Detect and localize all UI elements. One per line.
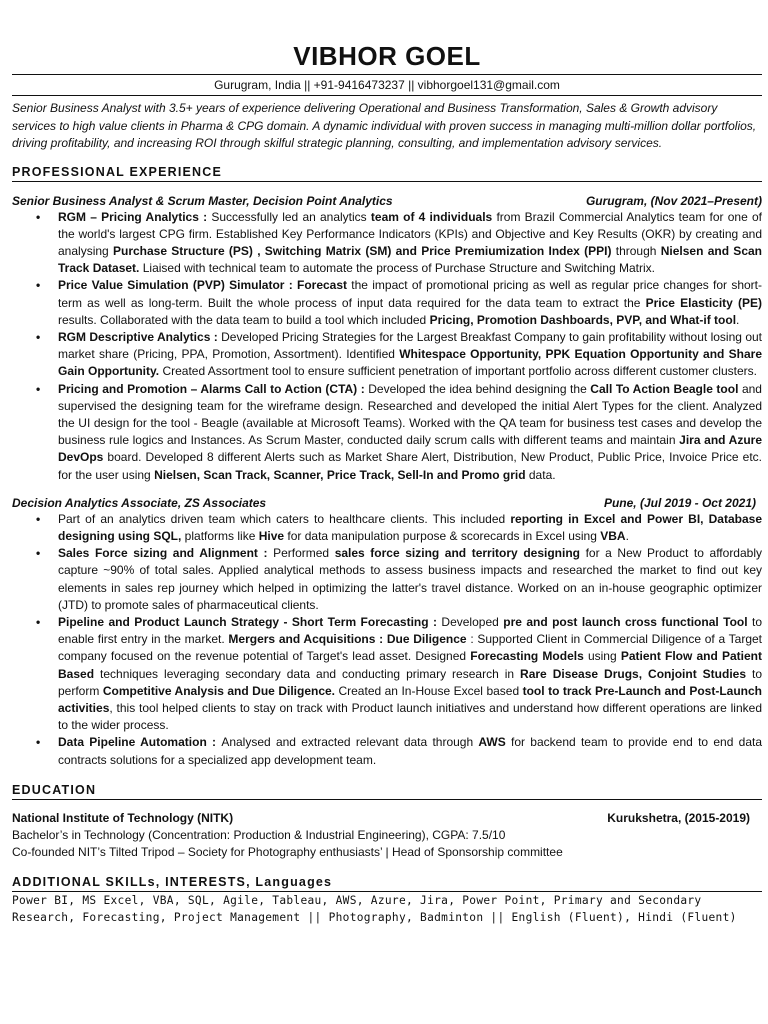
bold-phrase: Competitive Analysis and Due Diligence. (102, 683, 335, 698)
section-heading-additional: ADDITIONAL SKILLs, INTERESTS, Languages (12, 873, 762, 892)
bold-phrase: Nielsen, Scan Track, Scanner, Price Track, Sell-In and Promo grid (154, 467, 526, 482)
candidate-name: VIBHOR GOEL (293, 41, 481, 71)
bold-phrase: Data Pipeline Automation : (58, 735, 222, 750)
bold-phrase: Call To Action Beagle tool (590, 381, 739, 396)
bullet-item: • Part of an analytics driven team which caters to healthcare clients. This included reporting in Excel and Power BI, Database designing using SQL, platforms like Hive for data manipulation purpose & scorecards in Excel using VBA. (58, 511, 762, 545)
bold-phrase: Mergers and Acquisitions : Due Diligence (228, 632, 467, 647)
bold-phrase: Hive (258, 528, 285, 543)
education-header (12, 810, 762, 827)
bold-phrase: Price Value Simulation (PVP) Simulator : Forecast (58, 278, 348, 293)
section-heading-experience: PROFESSIONAL EXPERIENCE (12, 163, 762, 182)
bold-phrase: AWS (478, 735, 506, 750)
bold-phrase: : (360, 381, 369, 396)
bold-phrase: Pricing, Promotion Dashboards, PVP, and What-if tool (429, 312, 737, 327)
bold-phrase: Pipeline and Product Launch Strategy - Short Term Forecasting : (58, 614, 442, 629)
bullet-item: • Data Pipeline Automation : Analysed and extracted relevant data through AWS for backend team to provide end to end data contracts solutions for a specialized app development team. (58, 734, 762, 768)
activity-line: Co-founded NIT’s Tilted Tripod – Society for Photography enthusiasts’ | Head of Sponsorship committee (12, 844, 563, 859)
school-name: National Institute of Technology (NITK) (12, 810, 234, 825)
bold-phrase: Jira and Azure DevOps (58, 433, 763, 465)
bullet-item: • RGM Descriptive Analytics : Developed Pricing Strategies for the Largest Breakfast Company to gain profitability without losing out market share (Pricing, PPA, Promotion, Assortment). Identified Whitespace Opportunity, PPK Equation Opportunity and Share Gain Opportunity. Created Assortment tool to ensure sufficient penetration of important portfolio across different customer clusters. (58, 329, 762, 381)
job-location-dates: Gurugram, (Nov 2021–Present) (585, 193, 762, 208)
job-header (12, 193, 762, 209)
job-location-dates: Pune, (Jul 2019 - Oct 2021) (603, 495, 756, 510)
bold-phrase: RGM – Pricing Analytics : (58, 209, 212, 224)
job-title: Senior Business Analyst & Scrum Master, Decision Point Analytics (12, 193, 393, 208)
bullet-item: • Sales Force sizing and Alignment : Performed sales force sizing and territory designing for a New Product to affordably capture ~90% of total sales. Applied analytical methods to assess business impacts and researched the market to find out key elements in sales rep journey which helped in optimizing the latter's travel distance. Worked on an in-house geographic optimizer (JTD) to promote sales of pharmaceutical clients. (58, 545, 762, 614)
contact-line: Gurugram, India || +91-9416473237 || vibhorgoel131@gmail.com (12, 74, 762, 96)
resume-page (12, 0, 762, 926)
job-title: Decision Analytics Associate, ZS Associates (12, 495, 267, 510)
bold-phrase: VBA (600, 528, 626, 543)
bold-phrase: Rare Disease Drugs, Conjoint Studies (520, 666, 747, 681)
bullet-item: • RGM – Pricing Analytics : Successfully led an analytics team of 4 individuals from Brazil Commercial Analytics team for one of the world's largest CPG firm. Established Key Performance Indicators (KPIs) and Objective and Key Results (OKR) by creating and analysing Purchase Structure (PS) , Switching Matrix (SM) and Price Premiumization Index (PPI) through Nielsen and Scan Track Dataset. Liaised with technical team to automate the process of Purchase Structure and Switching Matrix. (58, 209, 762, 278)
degree-line: Bachelor’s in Technology (Concentration: Production & Industrial Engineering), CGPA: 7.5/10 (12, 827, 506, 842)
bold-phrase: Price Elasticity (PE) (645, 295, 762, 310)
job-bullets (12, 209, 762, 484)
bold-phrase: pre and post launch cross functional Tool (503, 614, 748, 629)
bold-phrase: Patient Flow and Patient Based (58, 649, 763, 681)
bold-phrase: sales force sizing and territory designing (334, 546, 580, 561)
bold-phrase: Whitespace Opportunity, PPK Equation Opportunity and Share Gain Opportunity. (58, 347, 763, 379)
bold-phrase: Pricing and Promotion – Alarms Call to Action (CTA) (58, 381, 361, 396)
bold-phrase: Nielsen and Scan Track Dataset. (58, 243, 762, 276)
bullet-item: • Pricing and Promotion – Alarms Call to Action (CTA) : Developed the idea behind designing the Call To Action Beagle tool and supervised the designing team for the wireframe design. Researched and developed the initial Alert Types for the client. Analyzed the UI design for the tool - Beagle (available at Microsoft Teams). Worked with the QA team for business test cases and develop the business rule logics and Instances. As Scrum Master, conducted daily scrum calls with different teams and maintain Jira and Azure DevOps board. Developed 8 different Alerts such as Market Share Alert, Distribution, New Product, Public Price, Invoice Price etc. for the user using Nielsen, Scan Track, Scanner, Price Track, Sell-In and Promo grid data. (58, 381, 762, 484)
bold-phrase: Sales Force sizing and Alignment : (58, 546, 274, 561)
section-heading-education: EDUCATION (12, 781, 762, 800)
job-entry-decision-point (12, 193, 762, 484)
bold-phrase: tool to track Pre-Launch and Post-Launch activities (58, 683, 762, 715)
job-bullets (12, 511, 762, 769)
summary-paragraph: Senior Business Analyst with 3.5+ years of experience delivering Operational and Business Transformation, Sales & Growth advisory services to high value clients in Pharma & CPG domain. A dynamic individual with proven success in managing multi-million dollar portfolios, driving profitability, and increasing ROI through skilful strategic planning, consulting, and implementation advisory services. (12, 101, 757, 150)
bullet-item: • Price Value Simulation (PVP) Simulator : Forecast the impact of promotional pricing as well as regular price changes for short-term as well as long-term. Built the whole process of input data required for the data team to extract the Price Elasticity (PE) results. Collaborated with the data team to build a tool which included Pricing, Promotion Dashboards, PVP, and What-if tool. (58, 277, 762, 329)
bold-phrase: Purchase Structure (PS) , Switching Matrix (SM) and Price Premiumization Index (PPI) (112, 243, 612, 258)
bold-phrase: team of 4 individuals (370, 209, 493, 224)
skills-line: Power BI, MS Excel, VBA, SQL, Agile, Tableau, AWS, Azure, Jira, Power Point, Primary and Secondary (12, 893, 702, 907)
school-location-dates: Kurukshetra, (2015-2019) (607, 810, 750, 825)
bullet-item: • Pipeline and Product Launch Strategy - Short Term Forecasting : Developed pre and post launch cross functional Tool to enable first entry in the market. Mergers and Acquisitions : Due Diligence : Supported Client in Commercial Diligence of a Target company focused on the revenue potential of Target's lead asset. Designed Forecasting Models using Patient Flow and Patient Based techniques leveraging secondary data and conducting primary research in Rare Disease Drugs, Conjoint Studies to perform Competitive Analysis and Due Diligence. Created an In-House Excel based tool to track Pre-Launch and Post-Launch activities, this tool helped clients to stay on track with Product launch initiatives and understand how different operations are linked to the wider process. (58, 614, 762, 734)
bold-phrase: Forecasting Models (470, 649, 584, 664)
skills-line: Research, Forecasting, Project Management || Photography, Badminton || English (Fluent), Hindi (Fluent) (12, 910, 737, 924)
bold-phrase: RGM Descriptive Analytics : (58, 329, 222, 344)
bold-phrase: reporting in Excel and Power BI, Database designing using SQL, (58, 511, 763, 543)
job-header (12, 495, 762, 511)
job-entry-zs-associates (12, 495, 762, 769)
